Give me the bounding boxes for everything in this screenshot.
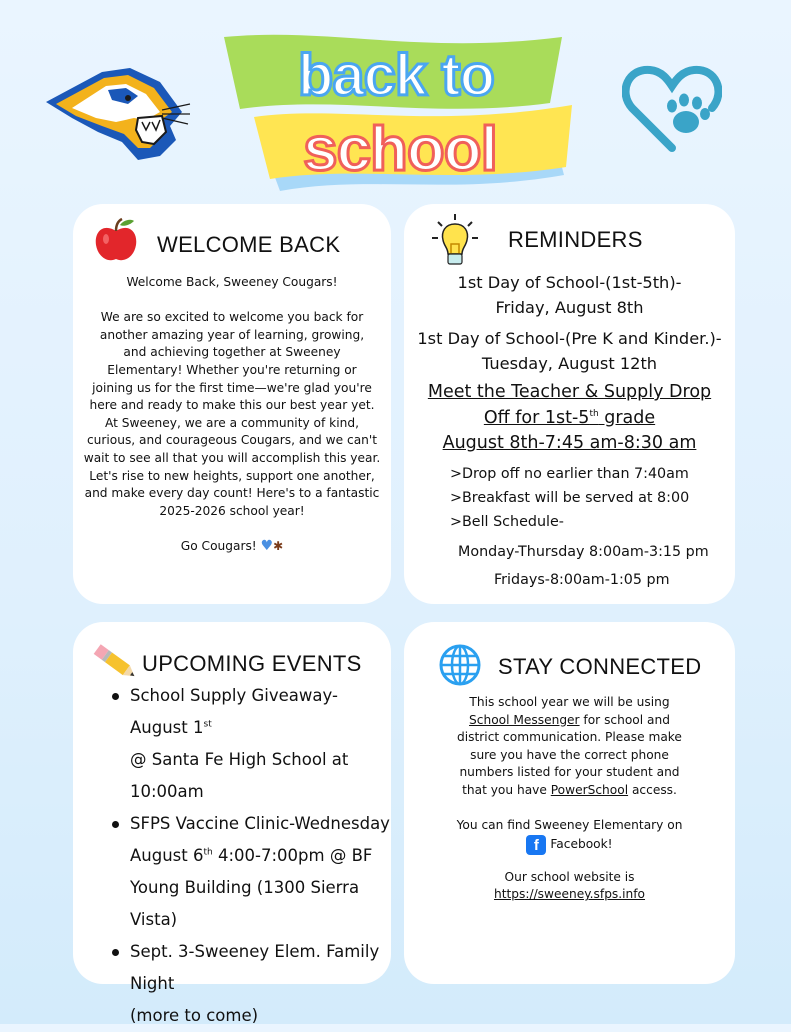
banner-top-text: back to [297, 43, 495, 108]
reminder-bell-schedule: >Bell Schedule- [450, 514, 564, 530]
connected-line-2 [404, 712, 735, 730]
connected-line-6 [404, 782, 735, 800]
event-3-text-a: Sept. 3-Sweeney Elem. Family Night [130, 942, 380, 993]
pencil-icon [91, 640, 139, 684]
welcome-closing [83, 538, 381, 556]
welcome-title: WELCOME BACK [157, 232, 341, 257]
connected-line-6-b: access. [628, 782, 677, 797]
welcome-closing-text: Go Cougars! [180, 538, 257, 553]
event-supply-giveaway [130, 680, 391, 808]
connected-line-5: numbers listed for your student and [459, 765, 680, 780]
event-2-text-b2: 4:00-7:00pm @ BF [212, 846, 373, 865]
connected-title: STAY CONNECTED [498, 654, 702, 679]
first-day-prek-label: 1st Day of School-(Pre K and Kinder.)- [417, 329, 722, 348]
event-2-text-c: Young Building (1300 Sierra Vista) [130, 878, 360, 929]
event-1-text-a: School Supply Giveaway-August 1 [130, 686, 338, 737]
powerschool-link[interactable]: PowerSchool [550, 782, 629, 797]
facebook-text: Facebook! [550, 836, 613, 851]
meet-teacher-line-3: August 8th-7:45 am-8:30 am [442, 433, 697, 453]
connected-line-2-rest: for school and [579, 712, 670, 727]
website-link[interactable]: https://sweeney.sfps.info [493, 887, 646, 902]
event-family-night [130, 936, 391, 1032]
welcome-greeting: Welcome Back, Sweeney Cougars! [126, 275, 338, 289]
first-day-1-5-date: Friday, August 8th [495, 298, 644, 317]
globe-icon [439, 644, 481, 686]
event-1-text-b: @ Santa Fe High School at 10:00am [130, 750, 349, 801]
event-2-sup: th [203, 847, 213, 858]
website-label: Our school website is [504, 869, 635, 884]
paw-prints-icon: ✱ [273, 538, 284, 553]
heart-paw-icon [622, 62, 722, 154]
lightbulb-icon [432, 212, 478, 268]
meet-teacher-line-2a: Off for 1st-5 [483, 407, 590, 428]
event-2-text-b1: August 6 [130, 846, 204, 865]
blue-heart-icon: ♥ [260, 537, 274, 554]
first-day-prek-date: Tuesday, August 12th [481, 354, 658, 373]
reminders-title: REMINDERS [508, 227, 643, 252]
connected-facebook-line-1: You can find Sweeney Elementary on [456, 818, 683, 833]
connected-facebook-line-2 [404, 835, 735, 855]
meet-teacher-line-2b: grade [598, 407, 656, 428]
back-to-school-banner [220, 25, 580, 200]
schedule-mon-thu: Monday-Thursday 8:00am-3:15 pm [458, 544, 709, 560]
event-2-text-a: SFPS Vaccine Clinic-Wednesday [130, 814, 390, 833]
meet-teacher-line-2 [404, 406, 735, 432]
event-1-sup: st [203, 719, 212, 730]
event-3-text-b: (more to come) [130, 1006, 259, 1025]
meet-teacher-line-1: Meet the Teacher & Supply Drop [427, 382, 712, 402]
reminder-drop-off: >Drop off no earlier than 7:40am [450, 466, 689, 482]
reminder-breakfast: >Breakfast will be served at 8:00 [450, 490, 690, 506]
events-card [73, 622, 391, 1025]
schedule-fri: Fridays-8:00am-1:05 pm [494, 572, 670, 588]
first-day-1-5-label: 1st Day of School-(1st-5th)- [457, 273, 682, 292]
banner-bottom-text: school [303, 115, 497, 184]
connected-line-6-a: that you have [462, 782, 551, 797]
events-title: UPCOMING EVENTS [142, 651, 362, 676]
reminders-card [404, 204, 735, 604]
connected-line-3: district communication. Please make [457, 730, 682, 745]
apple-icon [94, 217, 138, 263]
welcome-paragraph-1: We are so excited to welcome you back for another amazing year of learning, growing, and achieving together at Sweeney Elementary! Whether you're returning or joining us for the first time—we're glad you're here and ready to make this our best year yet. [89, 310, 375, 413]
facebook-icon[interactable]: f [526, 835, 546, 855]
meet-teacher-sup: th [589, 408, 599, 419]
connected-line-1: This school year we will be using [469, 695, 670, 709]
connected-line-4: sure you have the correct phone [470, 747, 669, 762]
welcome-card [73, 204, 391, 604]
cougar-mascot-icon [42, 60, 192, 165]
event-vaccine-clinic [130, 808, 391, 936]
school-messenger-link[interactable]: School Messenger [469, 712, 580, 727]
connected-card [404, 622, 735, 984]
welcome-paragraph-2: At Sweeney, we are a community of kind, curious, and courageous Cougars, and we can't wait to see all that you will accomplish this year. Let's rise to new heights, support one another, and make every day count! Here's to a fantastic 2025-2026 school year! [83, 415, 381, 518]
